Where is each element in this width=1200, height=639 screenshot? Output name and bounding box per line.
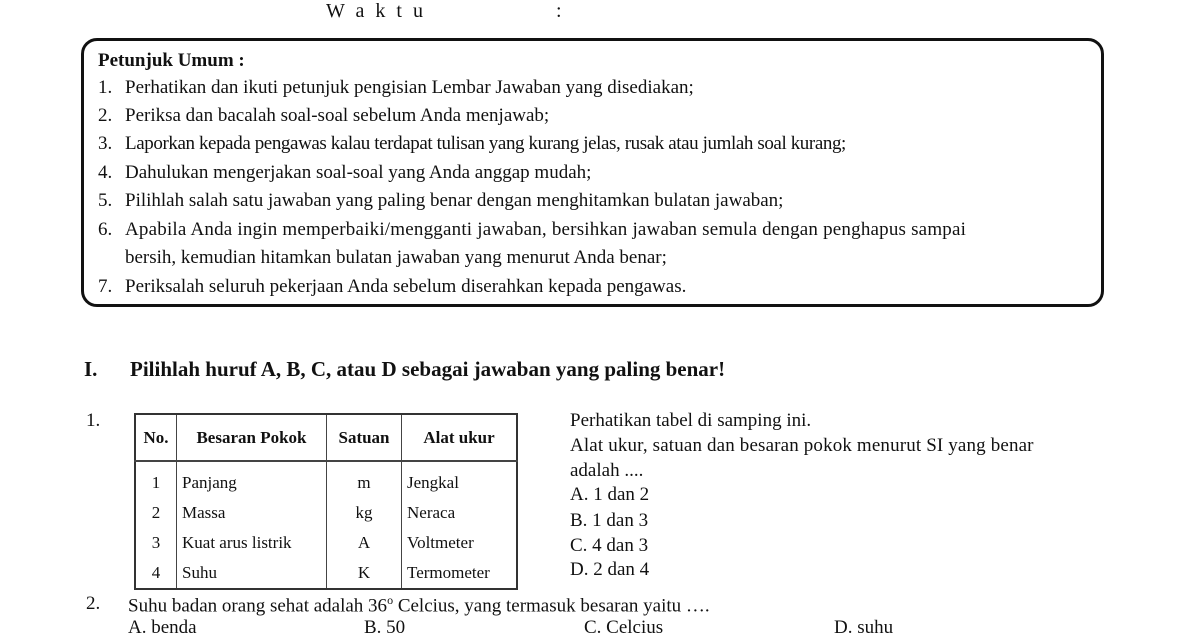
instruction-text: Laporkan kepada pengawas kalau terdapat tulisan yang kurang jelas, rusak atau jumlah soal kurang;	[125, 133, 846, 154]
instruction-text: Dahulukan mengerjakan soal-soal yang Anda anggap mudah;	[125, 162, 592, 183]
question-1-text-line: Perhatikan tabel di samping ini.	[570, 410, 812, 431]
table-header-cell: Satuan	[327, 414, 402, 461]
table-row	[135, 528, 517, 558]
instruction-text: Pilihlah salah satu jawaban yang paling benar dengan menghitamkan bulatan jawaban;	[125, 190, 784, 211]
waktu-colon: :	[556, 0, 562, 22]
question-1-text-line: Alat ukur, satuan dan besaran pokok menurut SI yang benar	[570, 435, 1034, 456]
question-2-option-b: B. 50	[364, 617, 406, 638]
table-cell: Termometer	[402, 558, 518, 589]
table-cell: 4	[135, 558, 177, 589]
table-row	[135, 461, 517, 498]
table-cell: 3	[135, 528, 177, 558]
table-cell: A	[327, 528, 402, 558]
question-2-text-before: Suhu badan orang sehat adalah 36	[128, 595, 388, 617]
table-cell: Massa	[177, 498, 327, 528]
instruction-number: 5.	[98, 190, 113, 211]
question-1-option-a: A. 1 dan 2	[570, 484, 650, 505]
table-cell: Voltmeter	[402, 528, 518, 558]
instruction-text: Periksalah seluruh pekerjaan Anda sebelum diserahkan kepada pengawas.	[125, 276, 687, 297]
table-row	[135, 558, 517, 589]
instruction-text: Perhatikan dan ikuti petunjuk pengisian Lembar Jawaban yang disediakan;	[125, 77, 694, 98]
instruction-number: 2.	[98, 105, 113, 126]
question-2-option-c: C. Celcius	[584, 617, 664, 638]
instructions-title: Petunjuk Umum :	[98, 50, 245, 71]
section-number: I.	[84, 357, 98, 381]
question-1-text-line: adalah ....	[570, 460, 644, 481]
waktu-label: W a k t u	[326, 0, 426, 22]
instruction-number: 3.	[98, 133, 113, 154]
question-2-text-after: Celcius, yang termasuk besaran yaitu ….	[393, 595, 710, 617]
question-1-option-d: D. 2 dan 4	[570, 559, 650, 580]
question-1-option-b: B. 1 dan 3	[570, 510, 649, 531]
degree-superscript: o	[387, 593, 394, 607]
table-cell: K	[327, 558, 402, 589]
table-cell: kg	[327, 498, 402, 528]
section-heading	[84, 357, 726, 382]
table-cell: 1	[135, 461, 177, 498]
table-cell: Panjang	[177, 461, 327, 498]
table-cell: Suhu	[177, 558, 327, 589]
instruction-number: 1.	[98, 77, 113, 98]
instruction-number: 6.	[98, 219, 113, 240]
instruction-number: 7.	[98, 276, 113, 297]
table-header-cell: No.	[135, 414, 177, 461]
instruction-text: Apabila Anda ingin memperbaiki/mengganti jawaban, bersihkan jawaban semula dengan penghapus sampai	[125, 219, 967, 240]
question-2-number: 2.	[86, 593, 101, 614]
table-cell: m	[327, 461, 402, 498]
table-header-cell: Alat ukur	[402, 414, 518, 461]
instruction-number: 4.	[98, 162, 113, 183]
section-title: Pilihlah huruf A, B, C, atau D sebagai jawaban yang paling benar!	[130, 357, 726, 381]
table-header-cell: Besaran Pokok	[177, 414, 327, 461]
table-row	[135, 498, 517, 528]
table-cell: 2	[135, 498, 177, 528]
si-table	[134, 413, 518, 590]
question-2-option-a: A. benda	[128, 617, 197, 638]
instruction-text: bersih, kemudian hitamkan bulatan jawaban yang menurut Anda benar;	[125, 247, 667, 268]
question-2-option-d: D. suhu	[834, 617, 894, 638]
table-cell: Kuat arus listrik	[177, 528, 327, 558]
instruction-text: Periksa dan bacalah soal-soal sebelum Anda menjawab;	[125, 105, 550, 126]
question-2-text	[128, 593, 710, 617]
question-1-option-c: C. 4 dan 3	[570, 535, 649, 556]
question-1-number: 1.	[86, 410, 101, 431]
table-header-row	[135, 414, 517, 461]
table-cell: Jengkal	[402, 461, 518, 498]
table-cell: Neraca	[402, 498, 518, 528]
